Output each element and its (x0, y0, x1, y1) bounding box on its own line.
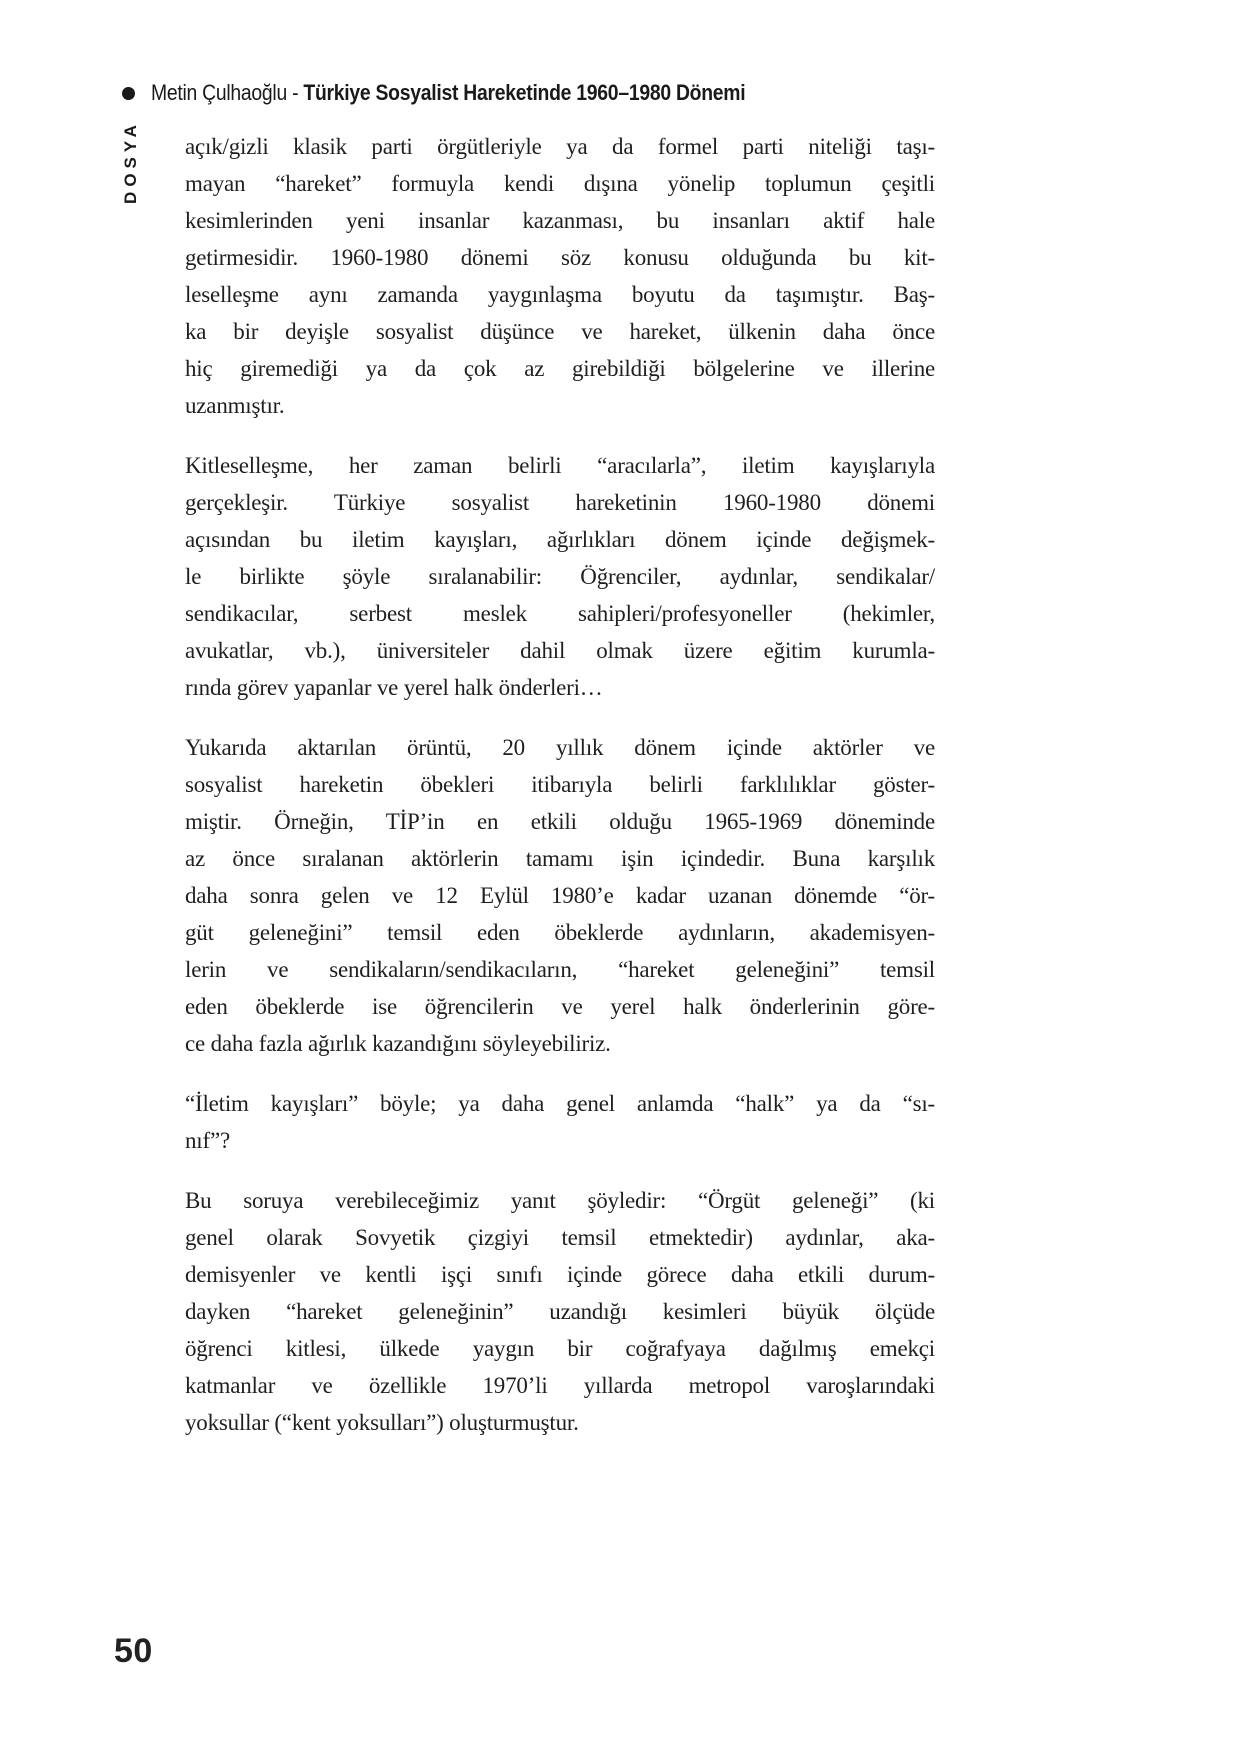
paragraph (185, 729, 935, 1062)
text-line: miştir. Örneğin, TİP’in en etkili olduğu 1965-1969 döneminde (185, 809, 935, 834)
text-line: daha sonra gelen ve 12 Eylül 1980’e kadar uzanan dönemde “ör- (185, 883, 935, 908)
text-line: kesimlerinden yeni insanlar kazanması, bu insanları aktif hale (185, 208, 935, 233)
paragraph (185, 128, 935, 424)
text-line: öğrenci kitlesi, ülkede yaygın bir coğrafyaya dağılmış emekçi (185, 1336, 935, 1361)
text-line: Yukarıda aktarılan örüntü, 20 yıllık dönem içinde aktörler ve (185, 735, 935, 760)
text-line: açık/gizli klasik parti örgütleriyle ya da formel parti niteliği taşı- (185, 134, 935, 159)
text-line: lerin ve sendikaların/sendikacıların, “hareket geleneğini” temsil (185, 957, 935, 982)
text-line: demisyenler ve kentli işçi sınıfı içinde görece daha etkili durum- (185, 1262, 935, 1287)
text-line: genel olarak Sovyetik çizgiyi temsil etmektedir) aydınlar, aka- (185, 1225, 935, 1250)
paragraph (185, 1182, 935, 1441)
text-line: “İletim kayışları” böyle; ya daha genel anlamda “halk” ya da “sı- (185, 1091, 935, 1116)
text-line: uzanmıştır. (185, 393, 285, 418)
text-line: avukatlar, vb.), üniversiteler dahil olmak üzere eğitim kurumla- (185, 638, 935, 663)
text-line: Bu soruya verebileceğimiz yanıt şöyledir: “Örgüt geleneği” (ki (185, 1188, 935, 1213)
bullet-icon (122, 87, 135, 100)
text-line: az önce sıralanan aktörlerin tamamı işin içindedir. Buna karşılık (185, 846, 935, 871)
paragraph (185, 1085, 935, 1159)
text-line: hiç giremediği ya da çok az girebildiği bölgelerine ve illerine (185, 356, 935, 381)
running-header (122, 80, 826, 106)
text-line: getirmesidir. 1960-1980 dönemi söz konusu olduğunda bu kit- (185, 245, 935, 270)
text-line: dayken “hareket geleneğinin” uzandığı kesimleri büyük ölçüde (185, 1299, 935, 1324)
text-line: nıf”? (185, 1128, 230, 1153)
text-line: rında görev yapanlar ve yerel halk önderleri… (185, 675, 603, 700)
text-line: le birlikte şöyle sıralanabilir: Öğrenciler, aydınlar, sendikalar/ (185, 564, 935, 589)
text-line: ce daha fazla ağırlık kazandığını söyleyebiliriz. (185, 1031, 611, 1056)
text-line: açısından bu iletim kayışları, ağırlıkları dönem içinde değişmek- (185, 527, 935, 552)
running-header-text (151, 80, 745, 106)
author-name: Metin Çulhaoğlu (151, 80, 287, 105)
book-title: Türkiye Sosyalist Hareketinde 1960–1980 Dönemi (303, 80, 746, 105)
text-line: Kitleselleşme, her zaman belirli “aracılarla”, iletim kayışlarıyla (185, 453, 935, 478)
text-line: ka bir deyişle sosyalist düşünce ve hareket, ülkenin daha önce (185, 319, 935, 344)
text-line: sosyalist hareketin öbekleri itibarıyla belirli farklılıklar göster- (185, 772, 935, 797)
paragraph (185, 447, 935, 706)
text-line: güt geleneğini” temsil eden öbeklerde aydınların, akademisyen- (185, 920, 935, 945)
text-block (185, 128, 935, 1441)
text-line: eden öbeklerde ise öğrencilerin ve yerel halk önderlerinin göre- (185, 994, 935, 1019)
header-separator: - (292, 80, 299, 105)
text-line: sendikacılar, serbest meslek sahipleri/profesyoneller (hekimler, (185, 601, 935, 626)
text-line: yoksullar (“kent yoksulları”) oluşturmuştur. (185, 1410, 579, 1435)
text-line: katmanlar ve özellikle 1970’li yıllarda metropol varoşlarındaki (185, 1373, 935, 1398)
text-line: leselleşme aynı zamanda yaygınlaşma boyutu da taşımıştır. Baş- (185, 282, 935, 307)
text-line: mayan “hareket” formuyla kendi dışına yönelip toplumun çeşitli (185, 171, 935, 196)
section-label-vertical: DOSYA (121, 120, 140, 204)
page-number: 50 (114, 1632, 153, 1670)
text-line: gerçekleşir. Türkiye sosyalist hareketinin 1960-1980 dönemi (185, 490, 935, 515)
